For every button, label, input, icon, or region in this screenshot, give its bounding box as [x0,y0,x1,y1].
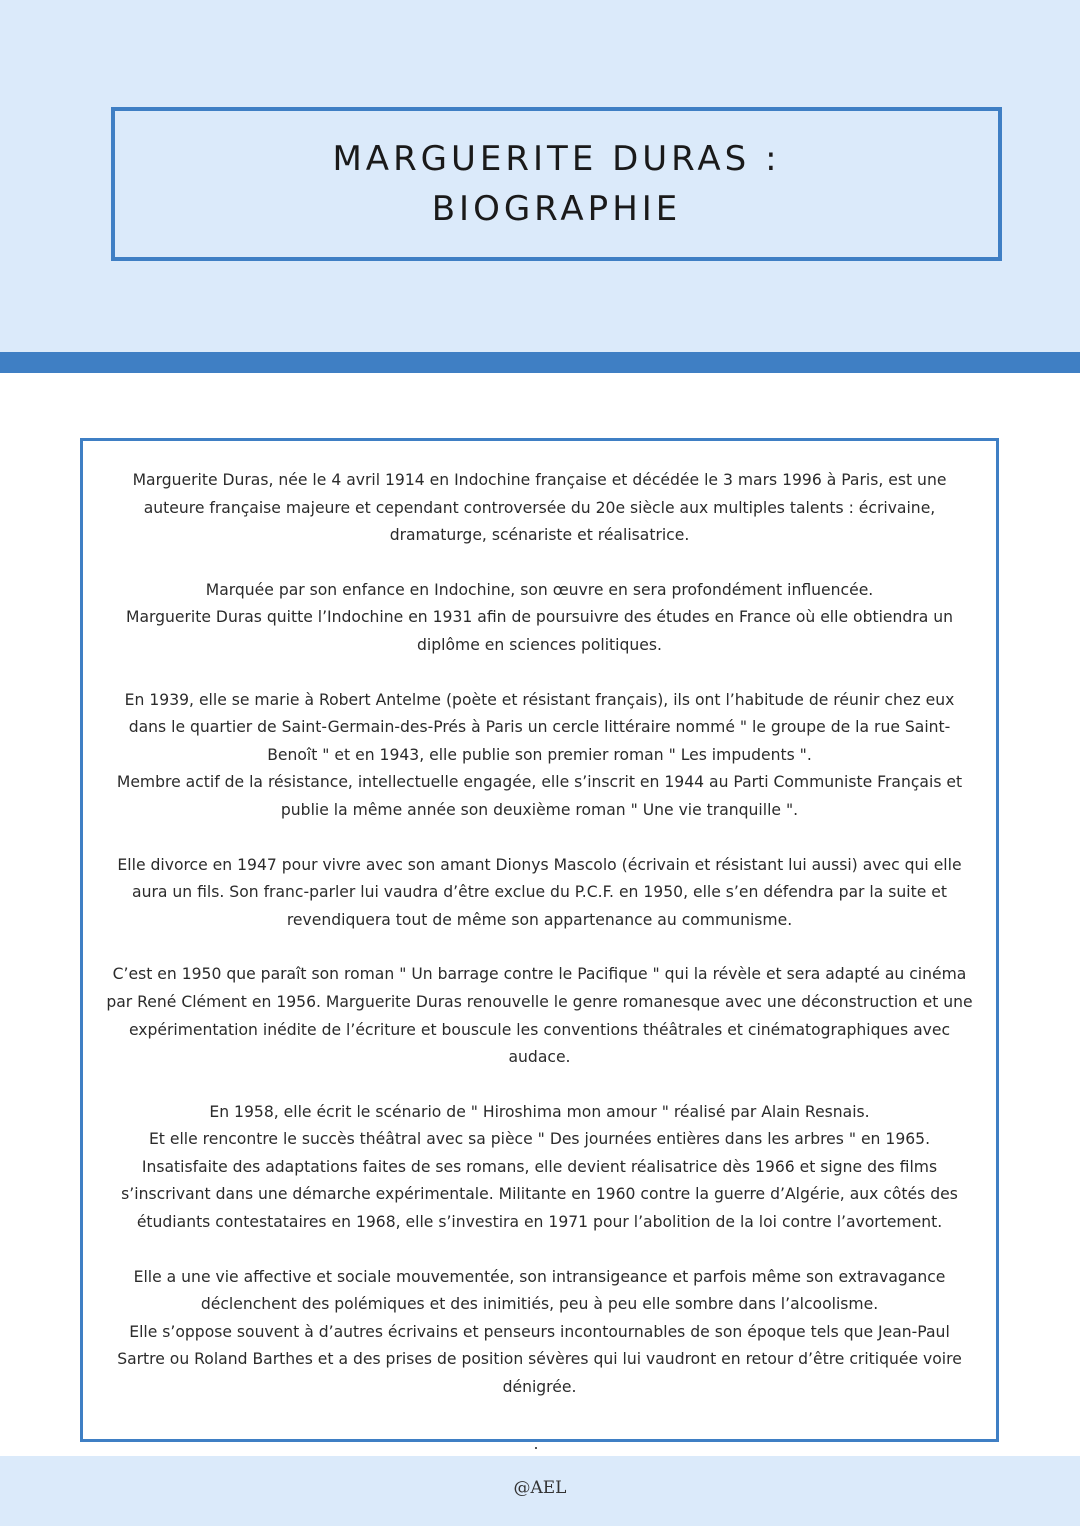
page-title-line-2: BIOGRAPHIE [431,189,682,229]
text-line: Benoît " et en 1943, elle publie son premier roman " Les impudents ". [267,745,812,764]
text-line: Membre actif de la résistance, intellectuelle engagée, elle s’inscrit en 1944 au Parti Communiste Français et [116,773,963,792]
text-line: revendiquera tout de même son appartenance au communisme. [286,910,793,929]
text-line: étudiants contestataires en 1968, elle s’investira en 1971 pour l’abolition de la loi contre l’avortement. [136,1213,943,1232]
page-title-line-1: MARGUERITE DURAS : [332,139,781,179]
text-line: Marguerite Duras quitte l’Indochine en 1931 afin de poursuivre des études en France où elle obtiendra un [126,608,953,627]
text-line: auteure française majeure et cependant controversée du 20e siècle aux multiples talents : écrivaine, [143,498,936,517]
text-line: s’inscrivant dans une démarche expérimentale. Militante en 1960 contre la guerre d’Algérie, aux côtés des [121,1185,958,1204]
text-line: diplôme en sciences politiques. [417,635,662,654]
text-line: Insatisfaite des adaptations faites de ses romans, elle devient réalisatrice dès 1966 et signe des films [141,1157,938,1176]
text-line: dans le quartier de Saint-Germain-des-Prés à Paris un cercle littéraire nommé " le groupe de la rue Saint- [128,718,951,737]
text-line: En 1939, elle se marie à Robert Antelme (poète et résistant français), ils ont l’habitude de réunir chez eux [124,690,955,709]
text-line: En 1958, elle écrit le scénario de " Hiroshima mon amour " réalisé par Alain Resnais. [209,1102,870,1121]
text-line: Elle s’oppose souvent à d’autres écrivains et penseurs incontournables de son époque tels que Jean-Paul [129,1322,950,1341]
biography-content-box [80,438,999,1442]
text-line: Marquée par son enfance en Indochine, son œuvre en sera profondément influencée. [205,580,874,599]
text-line: Elle divorce en 1947 pour vivre avec son amant Dionys Mascolo (écrivain et résistant lui aussi) avec qui elle [117,855,962,874]
text-line: Marguerite Duras, née le 4 avril 1914 en Indochine française et décédée le 3 mars 1996 à Paris, est une [132,471,947,489]
paragraph-novel [83,961,996,1071]
title-box [111,107,1002,261]
text-line: expérimentation inédite de l’écriture et bouscule les conventions théâtrales et cinématographiques avec [128,1020,951,1039]
paragraph-divorce [83,852,996,935]
text-line: audace. [508,1048,571,1067]
text-line: dénigrée. [502,1378,577,1397]
paragraph-cinema [83,1099,996,1237]
footer-signature: @AEL [513,1478,567,1498]
text-line: déclenchent des polémiques et des inimitiés, peu à peu elle sombre dans l’alcoolisme. [200,1295,879,1314]
text-line: Sartre ou Roland Barthes et a des prises de position sévères qui lui vaudront en retour d’être critiquée voire [117,1350,962,1369]
text-line: Et elle rencontre le succès théâtral avec sa pièce " Des journées entières dans les arbres " en 1965. [148,1130,931,1149]
paragraph-marriage [83,687,996,825]
paragraph-childhood [83,577,996,660]
text-line: aura un fils. Son franc-parler lui vaudra d’être exclue du P.C.F. en 1950, elle s’en défendra par la suite et [132,883,947,902]
text-line: par René Clément en 1956. Marguerite Duras renouvelle le genre romanesque avec une déconstruction et une [106,992,973,1011]
paragraph-life [83,1264,996,1402]
text-line: Elle a une vie affective et sociale mouvementée, son intransigeance et parfois même son extravagance [133,1267,946,1286]
text-line: publie la même année son deuxième roman " Une vie tranquille ". [280,800,799,819]
decorative-dot [535,1447,537,1449]
paragraph-birth [83,467,996,550]
text-line: C’est en 1950 que paraît son roman " Un barrage contre le Pacifique " qui la révèle et sera adapté au cinéma [112,965,967,984]
text-line: dramaturge, scénariste et réalisatrice. [389,526,690,545]
header-stripe [0,352,1080,373]
